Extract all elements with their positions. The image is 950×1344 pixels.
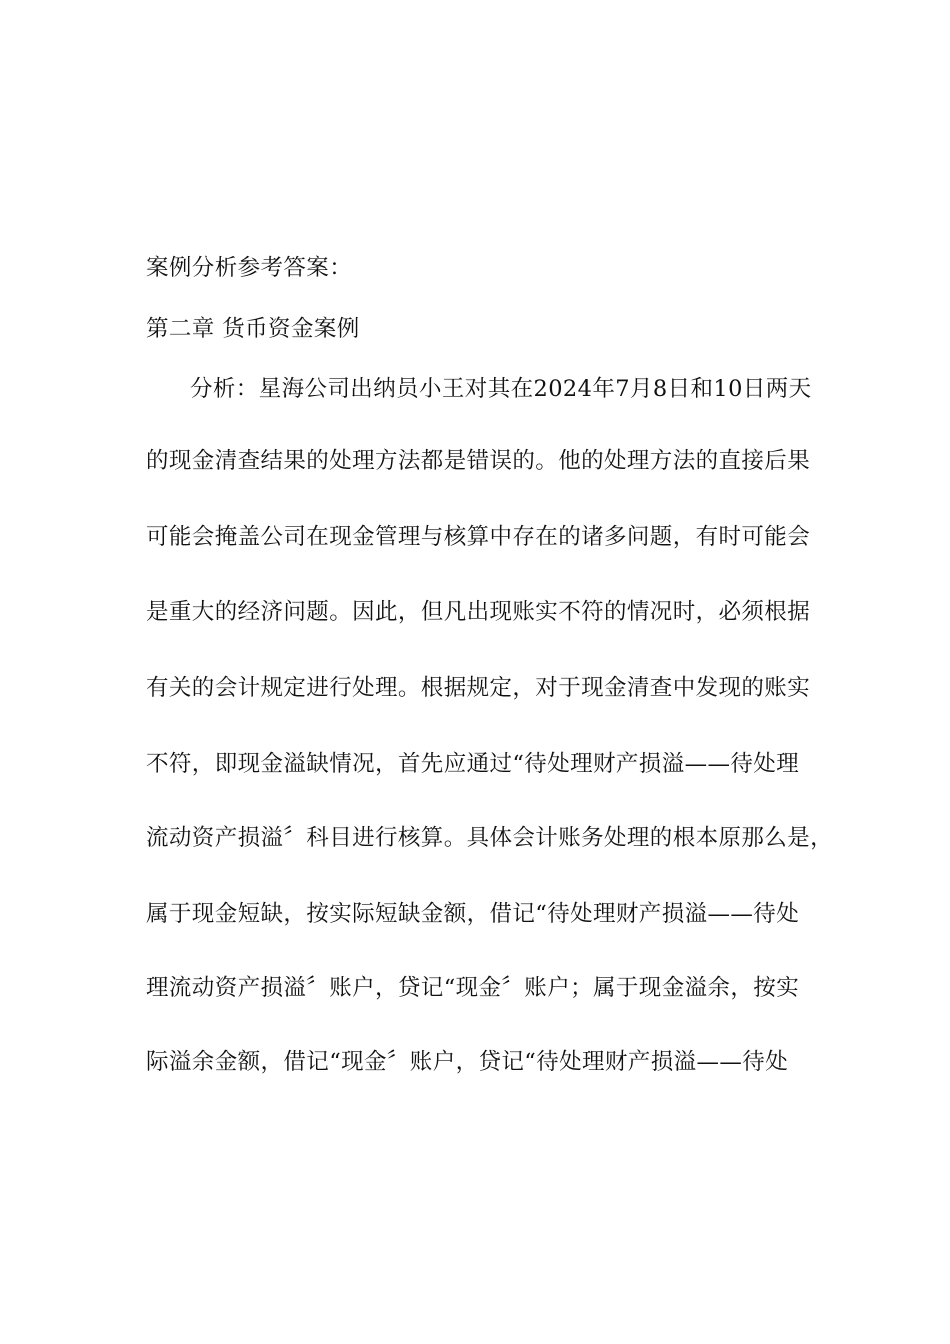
paragraph-line: 际溢余金额，借记“现金〞账户，贷记“待处理财产损溢——待处 bbox=[146, 1049, 789, 1075]
paragraph-line: 分析：星海公司出纳员小王对其在2024年7月8日和10日两天 bbox=[190, 376, 812, 402]
paragraph-line: 有关的会计规定进行处理。根据规定，对于现金清查中发现的账实 bbox=[146, 675, 811, 701]
paragraph-line: 流动资产损溢〞科目进行核算。具体会计账务处理的根本原那么是， bbox=[146, 825, 834, 851]
chapter-title: 第二章 货币资金案例 bbox=[146, 316, 360, 342]
paragraph-line: 可能会掩盖公司在现金管理与核算中存在的诸多问题，有时可能会 bbox=[146, 524, 811, 550]
paragraph-line: 属于现金短缺，按实际短缺金额，借记“待处理财产损溢——待处 bbox=[146, 901, 800, 927]
paragraph-line: 的现金清查结果的处理方法都是错误的。他的处理方法的直接后果 bbox=[146, 448, 811, 474]
paragraph-line: 理流动资产损溢〞账户，贷记“现金〞账户；属于现金溢余，按实 bbox=[146, 975, 800, 1001]
paragraph-line: 不符，即现金溢缺情况，首先应通过“待处理财产损溢——待处理 bbox=[146, 751, 800, 777]
document-heading: 案例分析参考答案： bbox=[146, 255, 353, 281]
paragraph-line: 是重大的经济问题。因此，但凡出现账实不符的情况时，必须根据 bbox=[146, 599, 811, 625]
